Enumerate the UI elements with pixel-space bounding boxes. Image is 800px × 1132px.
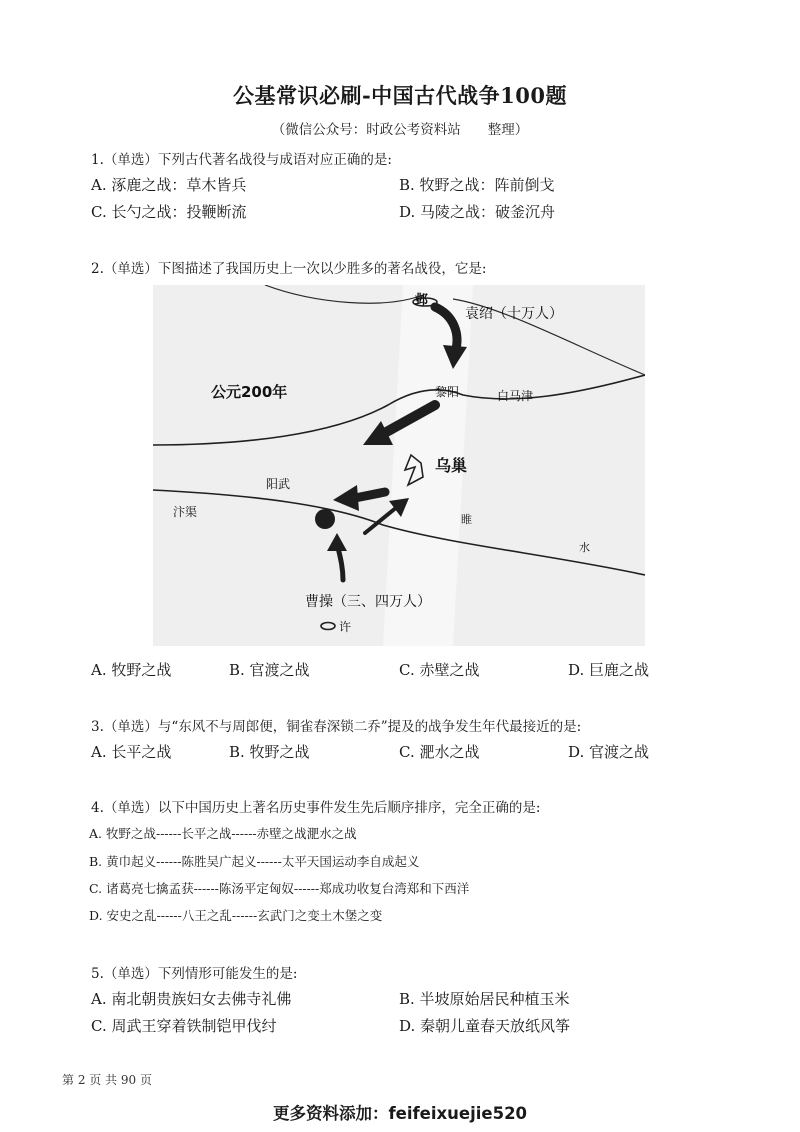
question-5-option-d[interactable]: D. 秦朝儿童春天放纸风筝 (399, 1017, 571, 1035)
map-label-yangwu: 阳武 (266, 477, 291, 491)
map-label-yuanshao: 袁绍（十万人） (465, 306, 563, 322)
river-north-line (265, 285, 423, 303)
question-4-option-d[interactable]: D. 安史之乱------八王之乱------玄武门之变土木堡之变 (89, 908, 383, 923)
question-4-option-b[interactable]: B. 黄巾起义------陈胜吴广起义------太平天国运动李自成起义 (89, 854, 420, 869)
question-5-option-c[interactable]: C. 周武王穿着铁制铠甲伐纣 (91, 1017, 277, 1035)
to-yangwu-arrow (355, 492, 385, 498)
question-1-option-b[interactable]: B. 牧野之战：阵前倒戈 (399, 176, 555, 194)
question-2-option-c[interactable]: C. 赤壁之战 (399, 661, 480, 679)
question-3-option-b[interactable]: B. 牧野之战 (229, 743, 310, 761)
map-label-liyang: 黎阳 (435, 385, 460, 399)
question-3-stem: 3.（单选）与“东风不与周郎便，铜雀春深锁二乔”提及的战争发生年代最接近的是: (91, 719, 582, 735)
question-1-option-a[interactable]: A. 涿鹿之战：草木皆兵 (91, 176, 247, 194)
map-label-caocao: 曹操（三、四万人） (305, 594, 431, 610)
page-number: 第 2 页 共 90 页 (62, 1073, 152, 1087)
map-label-shui: 水 (579, 541, 590, 554)
map-label-ye: 邺 (415, 293, 429, 308)
question-3-option-a[interactable]: A. 长平之战 (91, 743, 172, 761)
map-label-xu: 许 (339, 620, 352, 634)
question-4-option-c[interactable]: C. 诸葛亮七擒孟获------陈汤平定匈奴------郑成功收复台湾郑和下西洋 (89, 881, 470, 896)
xu-city-marker (321, 623, 335, 630)
caocao-arrow-head (327, 533, 347, 551)
question-1-option-c[interactable]: C. 长勺之战：投鞭断流 (91, 203, 247, 221)
page-title: 公基常识必刷-中国古代战争100题 (232, 83, 568, 108)
question-3-option-d[interactable]: D. 官渡之战 (568, 743, 650, 761)
map-label-sui: 睢 (461, 513, 472, 526)
to-yangwu-arrow-head (333, 485, 359, 511)
question-2-stem: 2.（单选）下图描述了我国历史上一次以少胜多的著名战役，它是: (91, 261, 487, 277)
guandu-position-dot (315, 509, 335, 529)
question-5-option-a[interactable]: A. 南北朝贵族妇女去佛寺礼佛 (91, 990, 292, 1008)
map-label-year: 公元200年 (211, 383, 288, 401)
question-2-option-d[interactable]: D. 巨鹿之战 (568, 661, 650, 679)
question-1-option-d[interactable]: D. 马陵之战：破釜沉舟 (399, 203, 556, 221)
page-subtitle: （微信公众号：时政公考资料站 整理） (271, 122, 529, 138)
question-5-stem: 5.（单选）下列情形可能发生的是: (91, 966, 298, 982)
map-label-bianqu: 汴渠 (173, 505, 198, 519)
map-label-wuchao: 乌巢 (435, 456, 468, 475)
question-5-option-b[interactable]: B. 半坡原始居民种植玉米 (399, 990, 570, 1008)
question-4-stem: 4.（单选）以下中国历史上著名历史事件发生先后顺序排序，完全正确的是: (91, 800, 541, 816)
question-2-option-b[interactable]: B. 官渡之战 (229, 661, 310, 679)
question-2-option-a[interactable]: A. 牧野之战 (91, 661, 172, 679)
contact-footer: 更多资料添加：feifeixuejie520 (272, 1104, 528, 1123)
question-1-stem: 1.（单选）下列古代著名战役与成语对应正确的是: (91, 152, 392, 168)
question-3-option-c[interactable]: C. 淝水之战 (399, 743, 480, 761)
map-label-baimajin: 白马津 (497, 389, 534, 403)
battle-map (153, 285, 645, 646)
question-4-option-a[interactable]: A. 牧野之战------长平之战------赤壁之战淝水之战 (89, 826, 357, 841)
